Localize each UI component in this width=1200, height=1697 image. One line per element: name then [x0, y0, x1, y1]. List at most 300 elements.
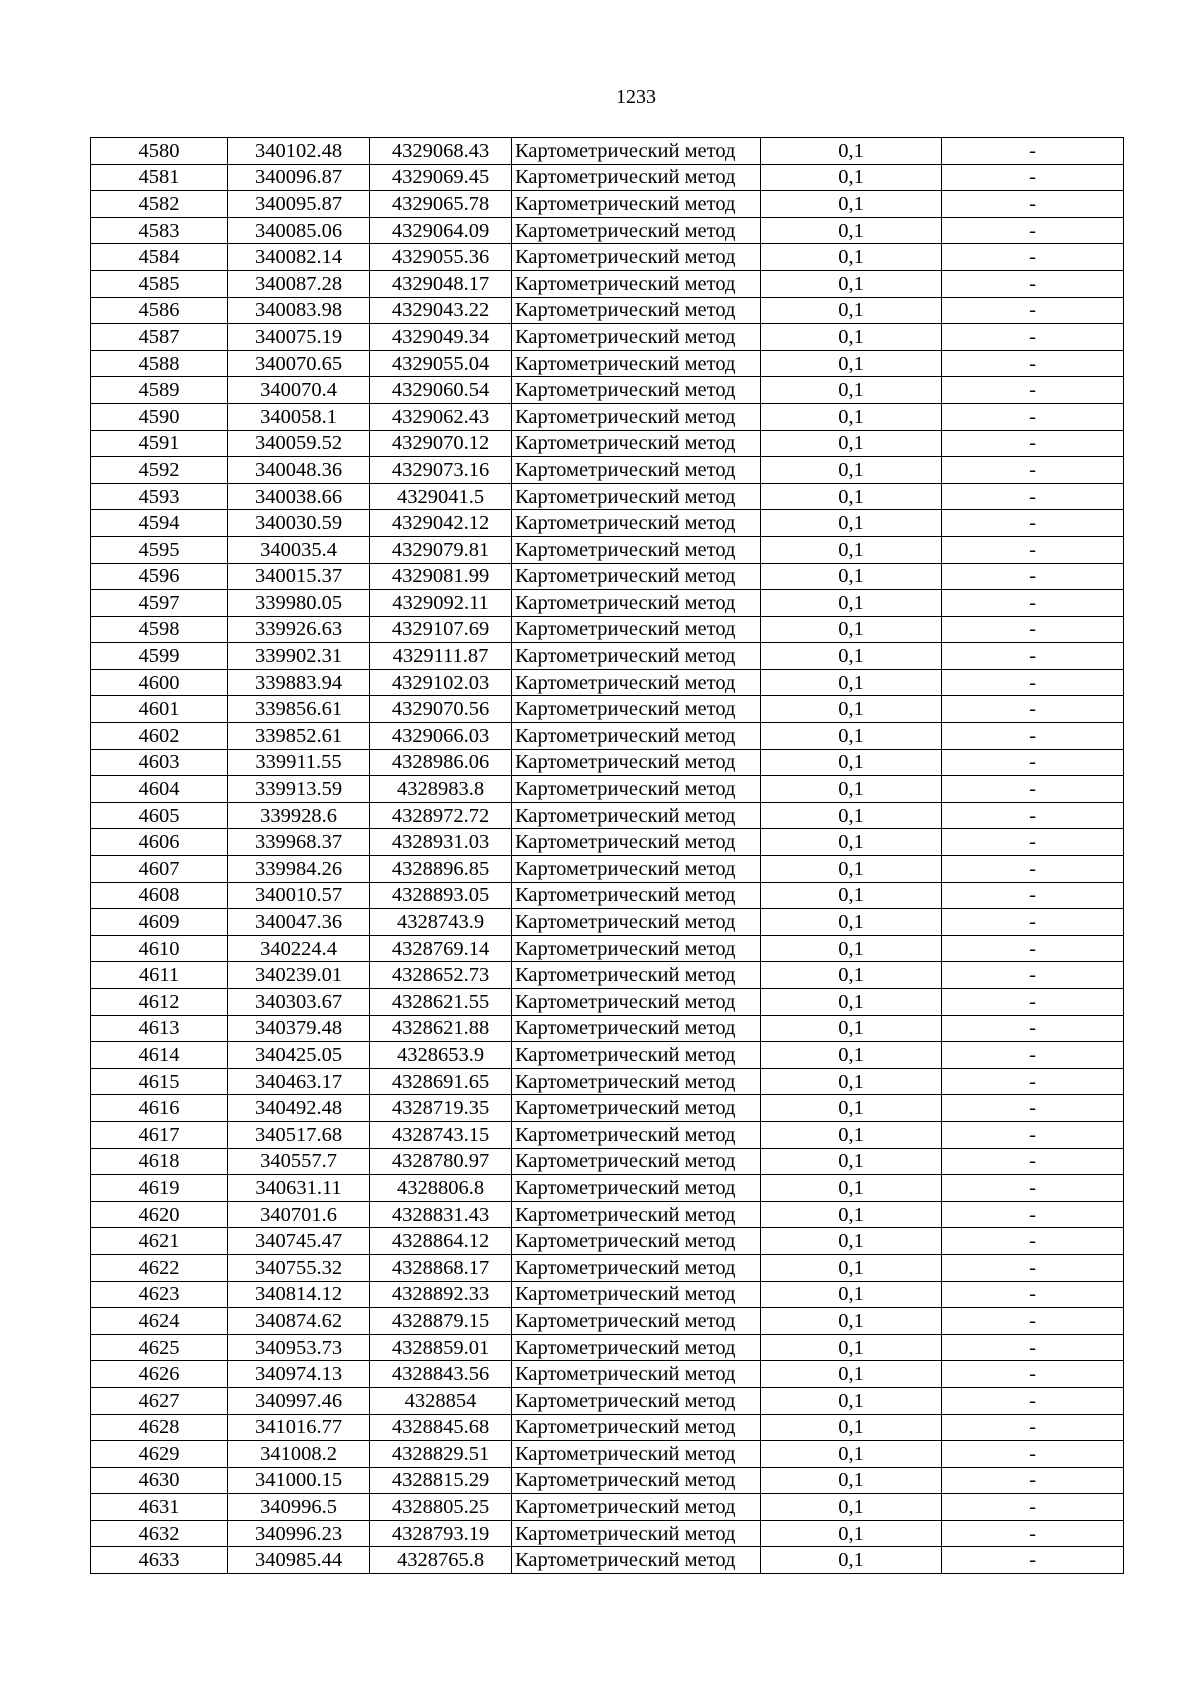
- table-row: [91, 1494, 1124, 1521]
- method-cell: Картометрический метод: [512, 483, 761, 510]
- accuracy-cell: 0,1: [761, 723, 942, 750]
- accuracy-cell: 0,1: [761, 856, 942, 883]
- note-cell: -: [942, 138, 1124, 165]
- table-row: [91, 1201, 1124, 1228]
- method-cell: Картометрический метод: [512, 909, 761, 936]
- accuracy-cell: 0,1: [761, 1387, 942, 1414]
- x-coordinate-cell: 340075.19: [228, 324, 370, 351]
- table-row: [91, 643, 1124, 670]
- method-cell: Картометрический метод: [512, 749, 761, 776]
- point-number-cell: 4633: [91, 1547, 228, 1574]
- table-row: [91, 1467, 1124, 1494]
- method-cell: Картометрический метод: [512, 1095, 761, 1122]
- accuracy-cell: 0,1: [761, 1254, 942, 1281]
- y-coordinate-cell: 4329107.69: [370, 616, 512, 643]
- note-cell: -: [942, 856, 1124, 883]
- note-cell: -: [942, 962, 1124, 989]
- point-number-cell: 4632: [91, 1520, 228, 1547]
- y-coordinate-cell: 4328829.51: [370, 1441, 512, 1468]
- table-row: [91, 696, 1124, 723]
- method-cell: Картометрический метод: [512, 1334, 761, 1361]
- table-row: [91, 1015, 1124, 1042]
- method-cell: Картометрический метод: [512, 1042, 761, 1069]
- x-coordinate-cell: 339852.61: [228, 723, 370, 750]
- coordinates-table: [90, 137, 1124, 1574]
- accuracy-cell: 0,1: [761, 510, 942, 537]
- y-coordinate-cell: 4328719.35: [370, 1095, 512, 1122]
- table-row: [91, 882, 1124, 909]
- point-number-cell: 4586: [91, 297, 228, 324]
- accuracy-cell: 0,1: [761, 457, 942, 484]
- note-cell: -: [942, 1414, 1124, 1441]
- x-coordinate-cell: 340463.17: [228, 1068, 370, 1095]
- point-number-cell: 4610: [91, 935, 228, 962]
- accuracy-cell: 0,1: [761, 1201, 942, 1228]
- y-coordinate-cell: 4329043.22: [370, 297, 512, 324]
- accuracy-cell: 0,1: [761, 1068, 942, 1095]
- table-row: [91, 430, 1124, 457]
- method-cell: Картометрический метод: [512, 1254, 761, 1281]
- y-coordinate-cell: 4329048.17: [370, 270, 512, 297]
- y-coordinate-cell: 4329070.56: [370, 696, 512, 723]
- accuracy-cell: 0,1: [761, 1228, 942, 1255]
- table-row: [91, 1308, 1124, 1335]
- y-coordinate-cell: 4329049.34: [370, 324, 512, 351]
- accuracy-cell: 0,1: [761, 1520, 942, 1547]
- point-number-cell: 4630: [91, 1467, 228, 1494]
- point-number-cell: 4599: [91, 643, 228, 670]
- note-cell: -: [942, 1228, 1124, 1255]
- point-number-cell: 4607: [91, 856, 228, 883]
- table-row: [91, 1042, 1124, 1069]
- x-coordinate-cell: 340631.11: [228, 1175, 370, 1202]
- accuracy-cell: 0,1: [761, 1308, 942, 1335]
- point-number-cell: 4588: [91, 350, 228, 377]
- point-number-cell: 4620: [91, 1201, 228, 1228]
- x-coordinate-cell: 340048.36: [228, 457, 370, 484]
- y-coordinate-cell: 4328859.01: [370, 1334, 512, 1361]
- method-cell: Картометрический метод: [512, 962, 761, 989]
- point-number-cell: 4631: [91, 1494, 228, 1521]
- table-row: [91, 217, 1124, 244]
- point-number-cell: 4624: [91, 1308, 228, 1335]
- accuracy-cell: 0,1: [761, 403, 942, 430]
- note-cell: -: [942, 776, 1124, 803]
- note-cell: -: [942, 723, 1124, 750]
- y-coordinate-cell: 4328743.15: [370, 1121, 512, 1148]
- accuracy-cell: 0,1: [761, 270, 942, 297]
- note-cell: -: [942, 1042, 1124, 1069]
- note-cell: -: [942, 350, 1124, 377]
- x-coordinate-cell: 340058.1: [228, 403, 370, 430]
- point-number-cell: 4609: [91, 909, 228, 936]
- note-cell: -: [942, 669, 1124, 696]
- method-cell: Картометрический метод: [512, 590, 761, 617]
- point-number-cell: 4621: [91, 1228, 228, 1255]
- accuracy-cell: 0,1: [761, 590, 942, 617]
- y-coordinate-cell: 4329055.36: [370, 244, 512, 271]
- note-cell: -: [942, 1520, 1124, 1547]
- method-cell: Картометрический метод: [512, 856, 761, 883]
- y-coordinate-cell: 4328845.68: [370, 1414, 512, 1441]
- note-cell: -: [942, 590, 1124, 617]
- accuracy-cell: 0,1: [761, 749, 942, 776]
- note-cell: -: [942, 1148, 1124, 1175]
- note-cell: -: [942, 1441, 1124, 1468]
- x-coordinate-cell: 341000.15: [228, 1467, 370, 1494]
- table-row: [91, 829, 1124, 856]
- table-row: [91, 749, 1124, 776]
- point-number-cell: 4604: [91, 776, 228, 803]
- accuracy-cell: 0,1: [761, 989, 942, 1016]
- y-coordinate-cell: 4328653.9: [370, 1042, 512, 1069]
- point-number-cell: 4605: [91, 802, 228, 829]
- y-coordinate-cell: 4329041.5: [370, 483, 512, 510]
- table-row: [91, 563, 1124, 590]
- y-coordinate-cell: 4329081.99: [370, 563, 512, 590]
- point-number-cell: 4628: [91, 1414, 228, 1441]
- method-cell: Картометрический метод: [512, 1441, 761, 1468]
- point-number-cell: 4594: [91, 510, 228, 537]
- point-number-cell: 4623: [91, 1281, 228, 1308]
- table-row: [91, 1228, 1124, 1255]
- method-cell: Картометрический метод: [512, 1068, 761, 1095]
- y-coordinate-cell: 4328868.17: [370, 1254, 512, 1281]
- y-coordinate-cell: 4329079.81: [370, 536, 512, 563]
- x-coordinate-cell: 340996.5: [228, 1494, 370, 1521]
- point-number-cell: 4608: [91, 882, 228, 909]
- accuracy-cell: 0,1: [761, 217, 942, 244]
- x-coordinate-cell: 340038.66: [228, 483, 370, 510]
- method-cell: Картометрический метод: [512, 324, 761, 351]
- y-coordinate-cell: 4328652.73: [370, 962, 512, 989]
- table-row: [91, 1068, 1124, 1095]
- point-number-cell: 4616: [91, 1095, 228, 1122]
- accuracy-cell: 0,1: [761, 430, 942, 457]
- point-number-cell: 4580: [91, 138, 228, 165]
- method-cell: Картометрический метод: [512, 882, 761, 909]
- note-cell: -: [942, 510, 1124, 537]
- note-cell: -: [942, 403, 1124, 430]
- table-row: [91, 723, 1124, 750]
- point-number-cell: 4585: [91, 270, 228, 297]
- method-cell: Картометрический метод: [512, 457, 761, 484]
- x-coordinate-cell: 339856.61: [228, 696, 370, 723]
- note-cell: -: [942, 1308, 1124, 1335]
- table-row: [91, 1281, 1124, 1308]
- method-cell: Картометрический метод: [512, 1467, 761, 1494]
- note-cell: -: [942, 244, 1124, 271]
- y-coordinate-cell: 4328986.06: [370, 749, 512, 776]
- x-coordinate-cell: 340701.6: [228, 1201, 370, 1228]
- y-coordinate-cell: 4328931.03: [370, 829, 512, 856]
- y-coordinate-cell: 4329062.43: [370, 403, 512, 430]
- accuracy-cell: 0,1: [761, 191, 942, 218]
- point-number-cell: 4592: [91, 457, 228, 484]
- y-coordinate-cell: 4329064.09: [370, 217, 512, 244]
- accuracy-cell: 0,1: [761, 1042, 942, 1069]
- table-row: [91, 1361, 1124, 1388]
- method-cell: Картометрический метод: [512, 1361, 761, 1388]
- note-cell: -: [942, 1361, 1124, 1388]
- method-cell: Картометрический метод: [512, 723, 761, 750]
- point-number-cell: 4589: [91, 377, 228, 404]
- method-cell: Картометрический метод: [512, 1201, 761, 1228]
- x-coordinate-cell: 340997.46: [228, 1387, 370, 1414]
- method-cell: Картометрический метод: [512, 430, 761, 457]
- x-coordinate-cell: 339911.55: [228, 749, 370, 776]
- x-coordinate-cell: 340379.48: [228, 1015, 370, 1042]
- accuracy-cell: 0,1: [761, 643, 942, 670]
- accuracy-cell: 0,1: [761, 802, 942, 829]
- method-cell: Картометрический метод: [512, 1520, 761, 1547]
- method-cell: Картометрический метод: [512, 696, 761, 723]
- method-cell: Картометрический метод: [512, 563, 761, 590]
- accuracy-cell: 0,1: [761, 962, 942, 989]
- method-cell: Картометрический метод: [512, 536, 761, 563]
- point-number-cell: 4600: [91, 669, 228, 696]
- y-coordinate-cell: 4328972.72: [370, 802, 512, 829]
- x-coordinate-cell: 340083.98: [228, 297, 370, 324]
- x-coordinate-cell: 340070.65: [228, 350, 370, 377]
- method-cell: Картометрический метод: [512, 1308, 761, 1335]
- note-cell: -: [942, 1175, 1124, 1202]
- accuracy-cell: 0,1: [761, 935, 942, 962]
- table-row: [91, 909, 1124, 936]
- point-number-cell: 4591: [91, 430, 228, 457]
- note-cell: -: [942, 989, 1124, 1016]
- x-coordinate-cell: 340425.05: [228, 1042, 370, 1069]
- accuracy-cell: 0,1: [761, 882, 942, 909]
- x-coordinate-cell: 339926.63: [228, 616, 370, 643]
- note-cell: -: [942, 696, 1124, 723]
- accuracy-cell: 0,1: [761, 669, 942, 696]
- accuracy-cell: 0,1: [761, 1281, 942, 1308]
- y-coordinate-cell: 4328879.15: [370, 1308, 512, 1335]
- note-cell: -: [942, 1467, 1124, 1494]
- accuracy-cell: 0,1: [761, 244, 942, 271]
- note-cell: -: [942, 324, 1124, 351]
- x-coordinate-cell: 339984.26: [228, 856, 370, 883]
- x-coordinate-cell: 339902.31: [228, 643, 370, 670]
- point-number-cell: 4617: [91, 1121, 228, 1148]
- note-cell: -: [942, 297, 1124, 324]
- method-cell: Картометрический метод: [512, 935, 761, 962]
- point-number-cell: 4582: [91, 191, 228, 218]
- note-cell: -: [942, 616, 1124, 643]
- point-number-cell: 4612: [91, 989, 228, 1016]
- table-row: [91, 1334, 1124, 1361]
- accuracy-cell: 0,1: [761, 536, 942, 563]
- point-number-cell: 4611: [91, 962, 228, 989]
- point-number-cell: 4614: [91, 1042, 228, 1069]
- note-cell: -: [942, 457, 1124, 484]
- table-row: [91, 350, 1124, 377]
- method-cell: Картометрический метод: [512, 510, 761, 537]
- y-coordinate-cell: 4328983.8: [370, 776, 512, 803]
- x-coordinate-cell: 340030.59: [228, 510, 370, 537]
- note-cell: -: [942, 882, 1124, 909]
- y-coordinate-cell: 4328893.05: [370, 882, 512, 909]
- table-row: [91, 244, 1124, 271]
- point-number-cell: 4615: [91, 1068, 228, 1095]
- note-cell: -: [942, 829, 1124, 856]
- accuracy-cell: 0,1: [761, 1148, 942, 1175]
- x-coordinate-cell: 340303.67: [228, 989, 370, 1016]
- table-row: [91, 1547, 1124, 1574]
- x-coordinate-cell: 340745.47: [228, 1228, 370, 1255]
- note-cell: -: [942, 191, 1124, 218]
- note-cell: -: [942, 563, 1124, 590]
- note-cell: -: [942, 802, 1124, 829]
- table-row: [91, 590, 1124, 617]
- table-row: [91, 403, 1124, 430]
- point-number-cell: 4587: [91, 324, 228, 351]
- table-row: [91, 1387, 1124, 1414]
- x-coordinate-cell: 339883.94: [228, 669, 370, 696]
- y-coordinate-cell: 4329055.04: [370, 350, 512, 377]
- point-number-cell: 4629: [91, 1441, 228, 1468]
- x-coordinate-cell: 341016.77: [228, 1414, 370, 1441]
- x-coordinate-cell: 340814.12: [228, 1281, 370, 1308]
- y-coordinate-cell: 4328743.9: [370, 909, 512, 936]
- method-cell: Картометрический метод: [512, 1015, 761, 1042]
- page-number: 1233: [616, 86, 656, 108]
- table-row: [91, 989, 1124, 1016]
- note-cell: -: [942, 1068, 1124, 1095]
- note-cell: -: [942, 1547, 1124, 1574]
- note-cell: -: [942, 377, 1124, 404]
- note-cell: -: [942, 1281, 1124, 1308]
- note-cell: -: [942, 483, 1124, 510]
- method-cell: Картометрический метод: [512, 669, 761, 696]
- note-cell: -: [942, 1254, 1124, 1281]
- note-cell: -: [942, 1494, 1124, 1521]
- point-number-cell: 4590: [91, 403, 228, 430]
- x-coordinate-cell: 340095.87: [228, 191, 370, 218]
- table-row: [91, 802, 1124, 829]
- point-number-cell: 4598: [91, 616, 228, 643]
- y-coordinate-cell: 4328805.25: [370, 1494, 512, 1521]
- method-cell: Картометрический метод: [512, 350, 761, 377]
- x-coordinate-cell: 340755.32: [228, 1254, 370, 1281]
- x-coordinate-cell: 340085.06: [228, 217, 370, 244]
- accuracy-cell: 0,1: [761, 483, 942, 510]
- point-number-cell: 4602: [91, 723, 228, 750]
- table-row: [91, 1175, 1124, 1202]
- x-coordinate-cell: 340239.01: [228, 962, 370, 989]
- note-cell: -: [942, 749, 1124, 776]
- y-coordinate-cell: 4328780.97: [370, 1148, 512, 1175]
- table-row: [91, 191, 1124, 218]
- y-coordinate-cell: 4328843.56: [370, 1361, 512, 1388]
- y-coordinate-cell: 4328831.43: [370, 1201, 512, 1228]
- accuracy-cell: 0,1: [761, 1441, 942, 1468]
- y-coordinate-cell: 4328621.55: [370, 989, 512, 1016]
- x-coordinate-cell: 340070.4: [228, 377, 370, 404]
- method-cell: Картометрический метод: [512, 1387, 761, 1414]
- point-number-cell: 4622: [91, 1254, 228, 1281]
- method-cell: Картометрический метод: [512, 403, 761, 430]
- table-row: [91, 297, 1124, 324]
- x-coordinate-cell: 340224.4: [228, 935, 370, 962]
- accuracy-cell: 0,1: [761, 350, 942, 377]
- note-cell: -: [942, 164, 1124, 191]
- accuracy-cell: 0,1: [761, 563, 942, 590]
- point-number-cell: 4583: [91, 217, 228, 244]
- coordinates-table-body: [91, 138, 1124, 1574]
- table-row: [91, 536, 1124, 563]
- x-coordinate-cell: 339968.37: [228, 829, 370, 856]
- method-cell: Картометрический метод: [512, 1414, 761, 1441]
- x-coordinate-cell: 340015.37: [228, 563, 370, 590]
- point-number-cell: 4613: [91, 1015, 228, 1042]
- method-cell: Картометрический метод: [512, 138, 761, 165]
- x-coordinate-cell: 340996.23: [228, 1520, 370, 1547]
- x-coordinate-cell: 340087.28: [228, 270, 370, 297]
- method-cell: Картометрический метод: [512, 1494, 761, 1521]
- note-cell: -: [942, 1387, 1124, 1414]
- y-coordinate-cell: 4329073.16: [370, 457, 512, 484]
- method-cell: Картометрический метод: [512, 643, 761, 670]
- point-number-cell: 4606: [91, 829, 228, 856]
- y-coordinate-cell: 4328864.12: [370, 1228, 512, 1255]
- table-row: [91, 1254, 1124, 1281]
- accuracy-cell: 0,1: [761, 1015, 942, 1042]
- table-row: [91, 1441, 1124, 1468]
- table-row: [91, 164, 1124, 191]
- x-coordinate-cell: 340985.44: [228, 1547, 370, 1574]
- x-coordinate-cell: 339928.6: [228, 802, 370, 829]
- note-cell: -: [942, 1095, 1124, 1122]
- note-cell: -: [942, 536, 1124, 563]
- point-number-cell: 4625: [91, 1334, 228, 1361]
- note-cell: -: [942, 270, 1124, 297]
- point-number-cell: 4627: [91, 1387, 228, 1414]
- y-coordinate-cell: 4328793.19: [370, 1520, 512, 1547]
- y-coordinate-cell: 4329092.11: [370, 590, 512, 617]
- note-cell: -: [942, 1121, 1124, 1148]
- x-coordinate-cell: 341008.2: [228, 1441, 370, 1468]
- note-cell: -: [942, 909, 1124, 936]
- method-cell: Картометрический метод: [512, 244, 761, 271]
- accuracy-cell: 0,1: [761, 1175, 942, 1202]
- table-row: [91, 616, 1124, 643]
- accuracy-cell: 0,1: [761, 1547, 942, 1574]
- point-number-cell: 4595: [91, 536, 228, 563]
- x-coordinate-cell: 340035.4: [228, 536, 370, 563]
- table-row: [91, 138, 1124, 165]
- method-cell: Картометрический метод: [512, 377, 761, 404]
- y-coordinate-cell: 4329060.54: [370, 377, 512, 404]
- accuracy-cell: 0,1: [761, 297, 942, 324]
- x-coordinate-cell: 340953.73: [228, 1334, 370, 1361]
- x-coordinate-cell: 340047.36: [228, 909, 370, 936]
- table-row: [91, 776, 1124, 803]
- accuracy-cell: 0,1: [761, 696, 942, 723]
- y-coordinate-cell: 4328815.29: [370, 1467, 512, 1494]
- note-cell: -: [942, 1201, 1124, 1228]
- x-coordinate-cell: 340557.7: [228, 1148, 370, 1175]
- method-cell: Картометрический метод: [512, 829, 761, 856]
- note-cell: -: [942, 217, 1124, 244]
- table-row: [91, 1520, 1124, 1547]
- table-row: [91, 510, 1124, 537]
- method-cell: Картометрический метод: [512, 1148, 761, 1175]
- note-cell: -: [942, 643, 1124, 670]
- table-row: [91, 1414, 1124, 1441]
- x-coordinate-cell: 339980.05: [228, 590, 370, 617]
